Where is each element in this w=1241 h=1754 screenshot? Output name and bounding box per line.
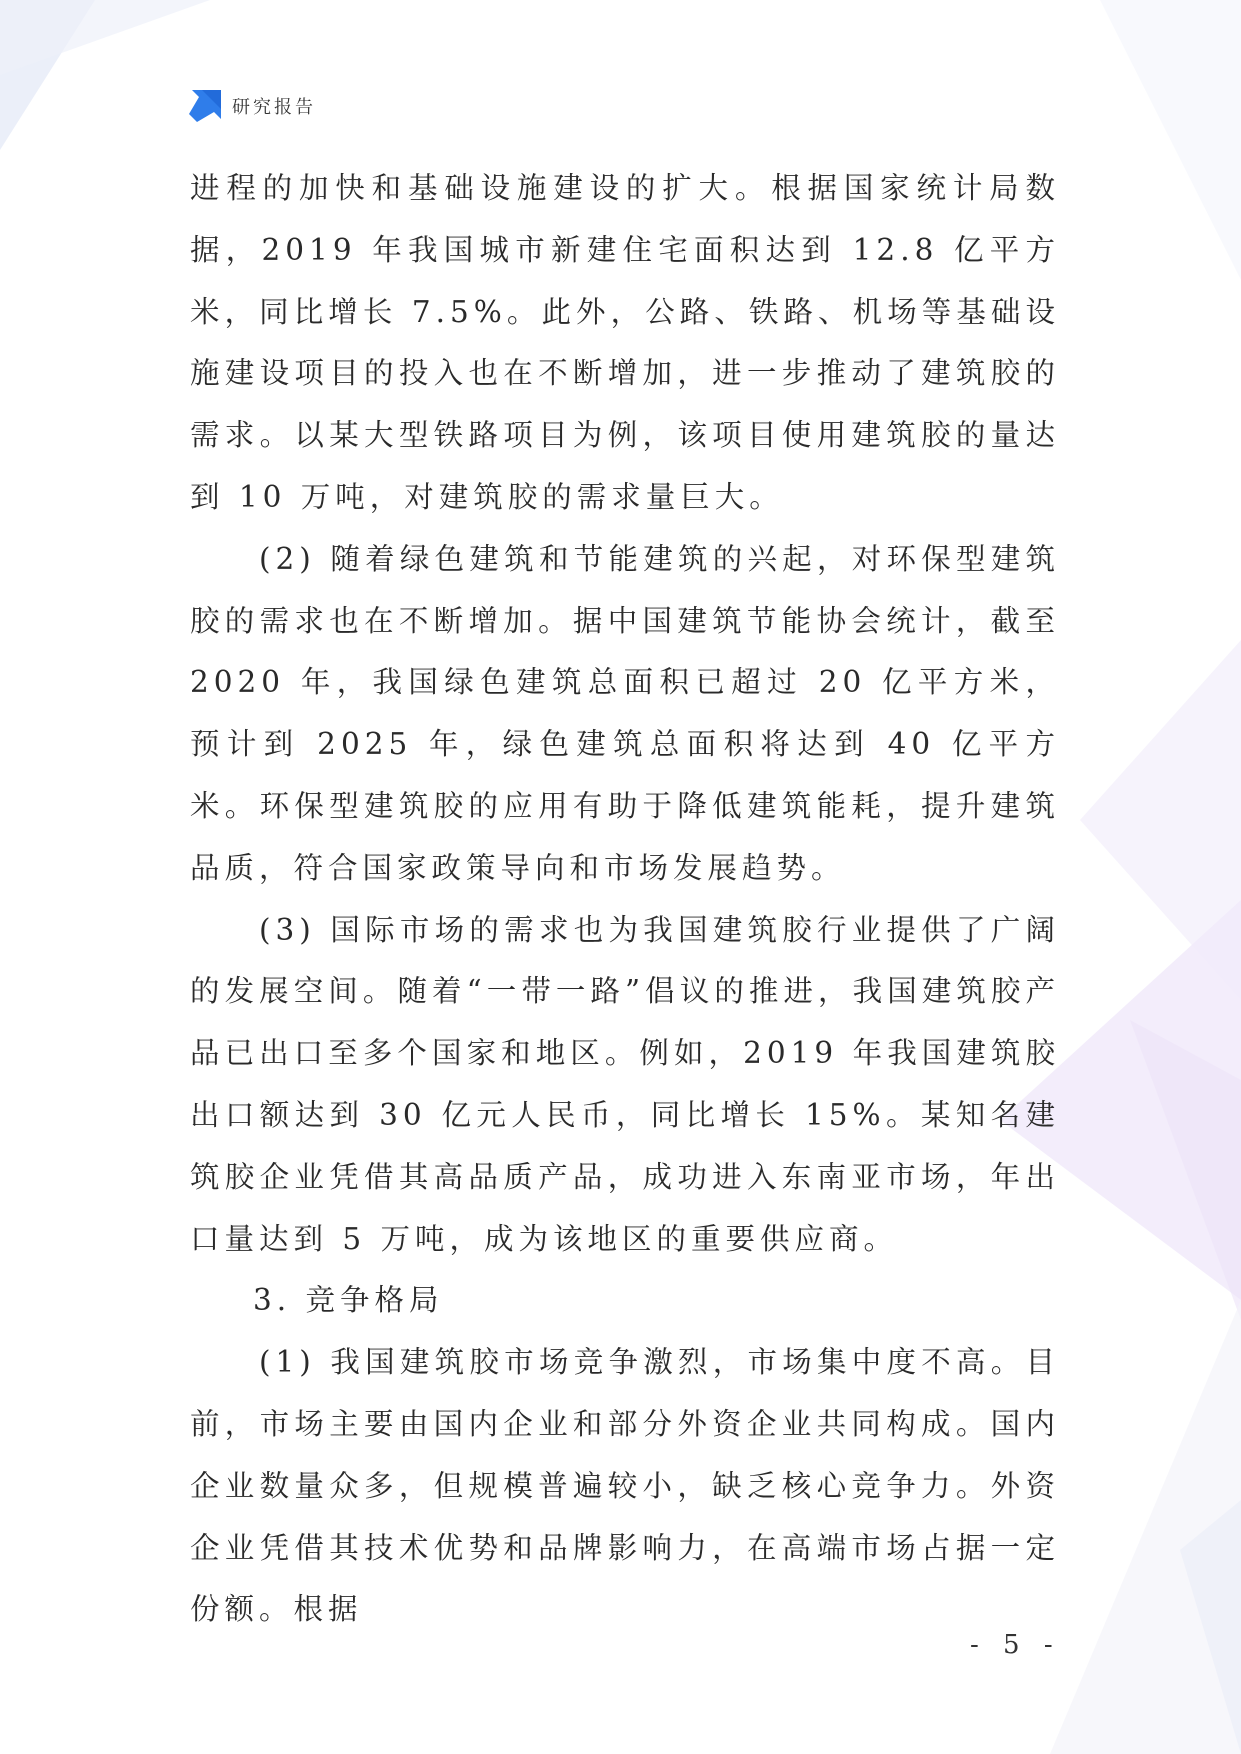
- section-heading: 3. 竞争格局: [253, 1283, 444, 1318]
- document-body: [190, 158, 1060, 1641]
- arrow-up-right-icon: [188, 89, 222, 123]
- page-number: - 5 -: [970, 1630, 1061, 1660]
- paragraph-2: (2) 随着绿色建筑和节能建筑的兴起，对环保型建筑胶的需求也在不断增加。据中国建筑节能协会统计，截至 2020 年，我国绿色建筑总面积已超过 20 亿平方米，预计到 2025 年，绿色建筑总面积将达到 40 亿平方米。环保型建筑胶的应用有助于降低建筑能耗，提升建筑品质，符合国家政策导向和市场发展趋势。: [190, 541, 1060, 885]
- paragraph-4: (1) 我国建筑胶市场竞争激烈，市场集中度不高。目前，市场主要由国内企业和部分外资企业共同构成。国内企业数量众多，但规模普遍较小，缺乏核心竞争力。外资企业凭借其技术优势和品牌影响力，在高端市场占据一定份额。根据: [190, 1345, 1060, 1627]
- paragraph-1: 进程的加快和基础设施建设的扩大。根据国家统计局数据，2019 年我国城市新建住宅面积达到 12.8 亿平方米，同比增长 7.5%。此外，公路、铁路、机场等基础设施建设项目的投入也在不断增加，进一步推动了建筑胶的需求。以某大型铁路项目为例，该项目使用建筑胶的量达到 10 万吨，对建筑胶的需求量巨大。: [190, 171, 1060, 514]
- report-header: [188, 88, 316, 124]
- header-title: 研究报告: [232, 97, 316, 118]
- paragraph-3: (3) 国际市场的需求也为我国建筑胶行业提供了广阔的发展空间。随着“一带一路”倡议的推进，我国建筑胶产品已出口至多个国家和地区。例如，2019 年我国建筑胶出口额达到 30 亿元人民币，同比增长 15%。某知名建筑胶企业凭借其高品质产品，成功进入东南亚市场，年出口量达到 5 万吨，成为该地区的重要供应商。: [190, 912, 1060, 1256]
